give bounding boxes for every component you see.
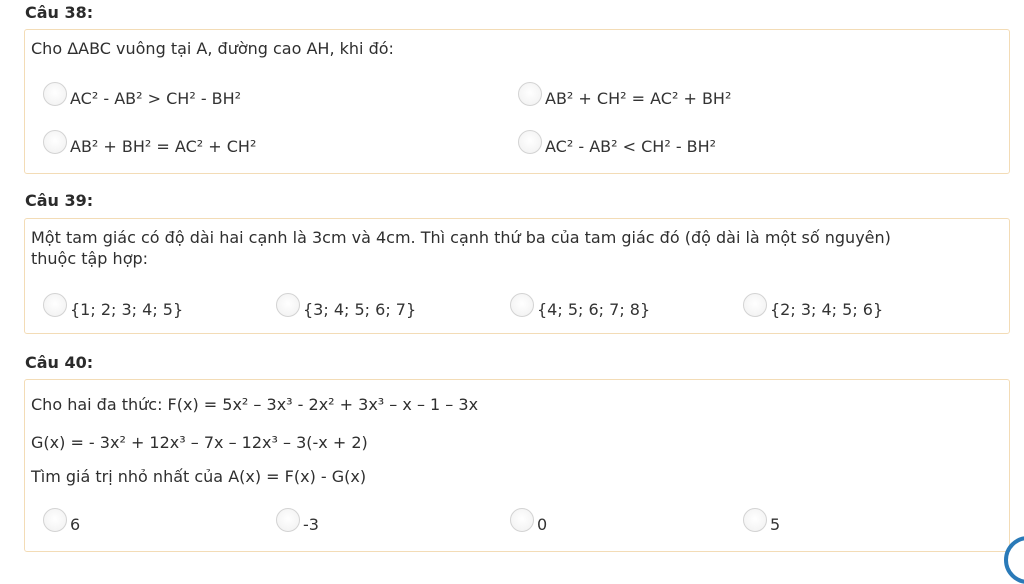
question-38-box <box>24 29 1010 174</box>
radio-button[interactable] <box>276 293 300 317</box>
q40-option-a[interactable] <box>43 511 80 534</box>
radio-button[interactable] <box>510 293 534 317</box>
question-40-title: Câu 40: <box>25 353 94 372</box>
q40-option-b[interactable] <box>276 511 319 534</box>
question-40-line2: G(x) = - 3x² + 12x³ – 7x – 12x³ – 3(-x + 2) <box>31 433 368 452</box>
radio-button[interactable] <box>510 508 534 532</box>
radio-button[interactable] <box>743 293 767 317</box>
radio-button[interactable] <box>43 508 67 532</box>
question-39-box <box>24 218 1010 334</box>
q40-option-d-label: 5 <box>770 515 781 534</box>
q39-option-b-label: {3; 4; 5; 6; 7} <box>303 300 417 319</box>
q40-option-a-label: 6 <box>70 515 81 534</box>
q38-option-a-label: AC² - AB² > CH² - BH² <box>70 89 242 108</box>
q39-option-d[interactable] <box>743 296 883 319</box>
question-40-box <box>24 379 1010 552</box>
question-39-text-line1: Một tam giác có độ dài hai cạnh là 3cm và 4cm. Thì cạnh thứ ba của tam giác đó (độ dài là một số nguyên) <box>31 228 891 247</box>
q40-option-c[interactable] <box>510 511 547 534</box>
q38-option-b[interactable] <box>518 85 731 108</box>
radio-button[interactable] <box>518 82 542 106</box>
q39-option-c[interactable] <box>510 296 650 319</box>
question-39-title: Câu 39: <box>25 191 94 210</box>
radio-button[interactable] <box>518 130 542 154</box>
radio-button[interactable] <box>276 508 300 532</box>
radio-button[interactable] <box>743 508 767 532</box>
q39-option-a[interactable] <box>43 296 183 319</box>
q39-option-d-label: {2; 3; 4; 5; 6} <box>770 300 884 319</box>
q39-option-a-label: {1; 2; 3; 4; 5} <box>70 300 184 319</box>
q38-option-c[interactable] <box>43 133 256 156</box>
question-38-title: Câu 38: <box>25 3 94 22</box>
q40-option-d[interactable] <box>743 511 780 534</box>
q40-option-c-label: 0 <box>537 515 548 534</box>
q38-option-b-label: AB² + CH² = AC² + BH² <box>545 89 732 108</box>
question-39-text-line2: thuộc tập hợp: <box>31 249 149 268</box>
question-40-line3: Tìm giá trị nhỏ nhất của A(x) = F(x) - G(x) <box>31 467 367 486</box>
q38-option-d-label: AC² - AB² < CH² - BH² <box>545 137 717 156</box>
radio-button[interactable] <box>43 293 67 317</box>
question-38-text: Cho ΔABC vuông tại A, đường cao AH, khi đó: <box>31 39 394 58</box>
q39-option-b[interactable] <box>276 296 416 319</box>
q38-option-c-label: AB² + BH² = AC² + CH² <box>70 137 257 156</box>
q39-option-c-label: {4; 5; 6; 7; 8} <box>537 300 651 319</box>
q38-option-d[interactable] <box>518 133 716 156</box>
radio-button[interactable] <box>43 82 67 106</box>
q38-option-a[interactable] <box>43 85 241 108</box>
q40-option-b-label: -3 <box>303 515 319 534</box>
question-40-line1: Cho hai đa thức: F(x) = 5x² – 3x³ - 2x² + 3x³ – x – 1 – 3x <box>31 395 479 414</box>
radio-button[interactable] <box>43 130 67 154</box>
